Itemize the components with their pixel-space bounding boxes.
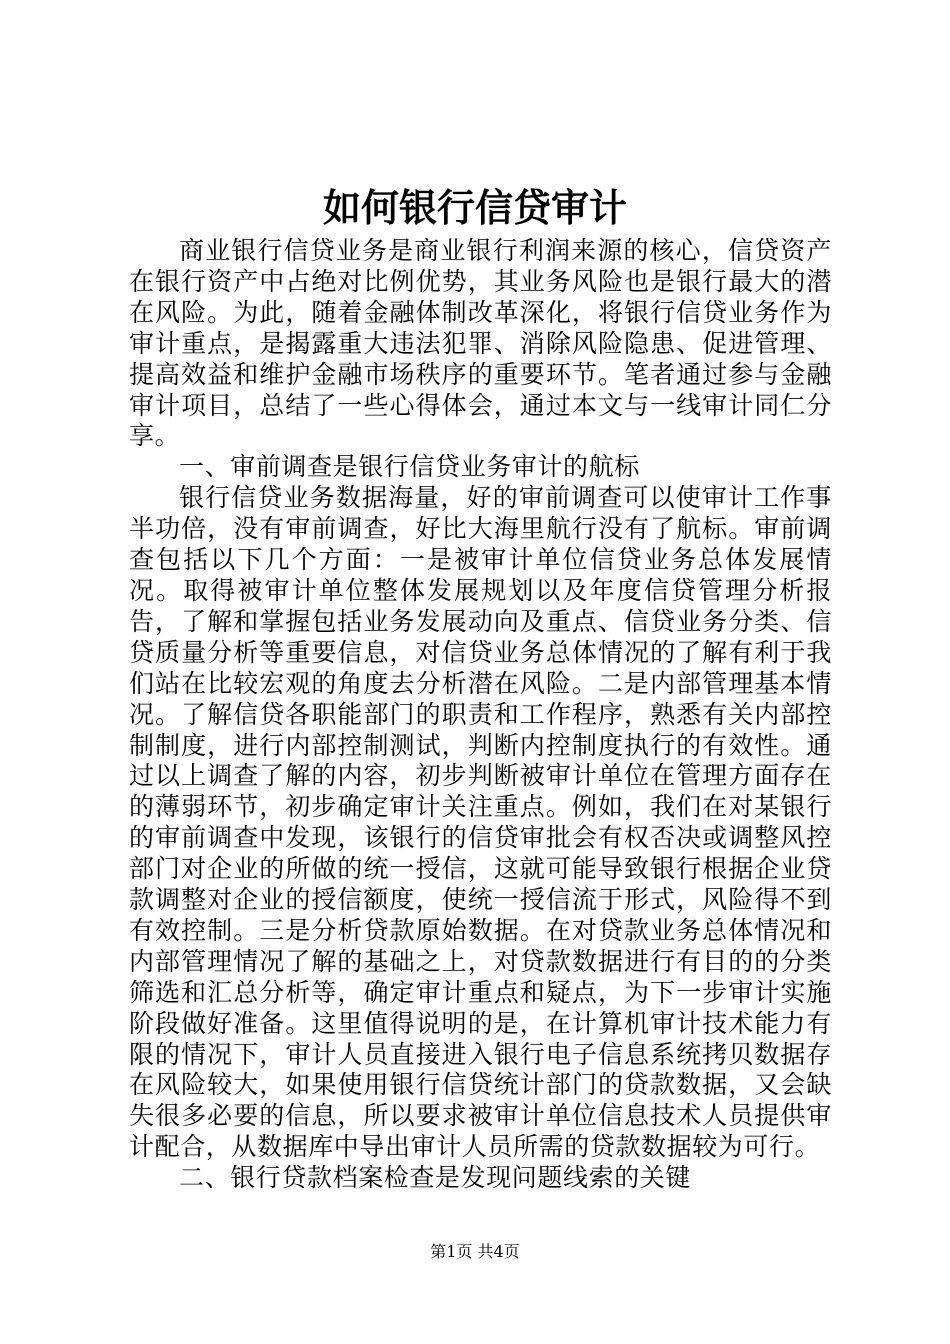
section-heading-2: 二、银行贷款档案检查是发现问题线索的关键 [179,1163,692,1193]
paragraph-intro: 商业银行信贷业务是商业银行利润来源的核心，信贷资产在银行资产中占绝对比例优势，其业务风险也是银行最大的潜在风险。为此，随着金融体制改革深化，将银行信贷业务作为审计重点，是揭露重大违法犯罪、消除风险隐患、促进管理、提高效益和维护金融市场秩序的重要环节。笔者通过参与金融审计项目，总结了一些心得体会，通过本文与一线审计同仁分享。 [129,236,832,451]
document-body [129,236,832,1194]
page-footer: 第1页 共4页 [430,1242,520,1261]
document-title: 如何银行信贷审计 [322,185,627,230]
paragraph-section-1: 银行信贷业务数据海量，好的审前调查可以使审计工作事半功倍，没有审前调查，好比大海里航行没有了航标。审前调查包括以下几个方面：一是被审计单位信贷业务总体发展情况。取得被审计单位整体发展规划以及年度信贷管理分析报告，了解和掌握包括业务发展动向及重点、信贷业务分类、信贷质量分析等重要信息，对信贷业务总体情况的了解有利于我们站在比较宏观的角度去分析潜在风险。二是内部管理基本情况。了解信贷各职能部门的职责和工作程序，熟悉有关内部控制制度，进行内部控制测试，判断内控制度执行的有效性。通过以上调查了解的内容，初步判断被审计单位在管理方面存在的薄弱环节，初步确定审计关注重点。例如，我们在对某银行的审前调查中发现，该银行的信贷审批会有权否决或调整风控部门对企业的所做的统一授信，这就可能导致银行根据企业贷款调整对企业的授信额度，使统一授信流于形式，风险得不到有效控制。三是分析贷款原始数据。在对贷款业务总体情况和内部管理情况了解的基础之上，对贷款数据进行有目的的分类筛选和汇总分析等，确定审计重点和疑点，为下一步审计实施阶段做好准备。这里值得说明的是，在计算机审计技术能力有限的情况下，审计人员直接进入银行电子信息系统拷贝数据存在风险较大，如果使用银行信贷统计部门的贷款数据，又会缺失很多必要的信息，所以要求被审计单位信息技术人员提供审计配合，从数据库中导出审计人员所需的贷款数据较为可行。 [129,483,832,1162]
section-heading-1: 一、审前调查是银行信贷业务审计的航标 [179,452,640,482]
